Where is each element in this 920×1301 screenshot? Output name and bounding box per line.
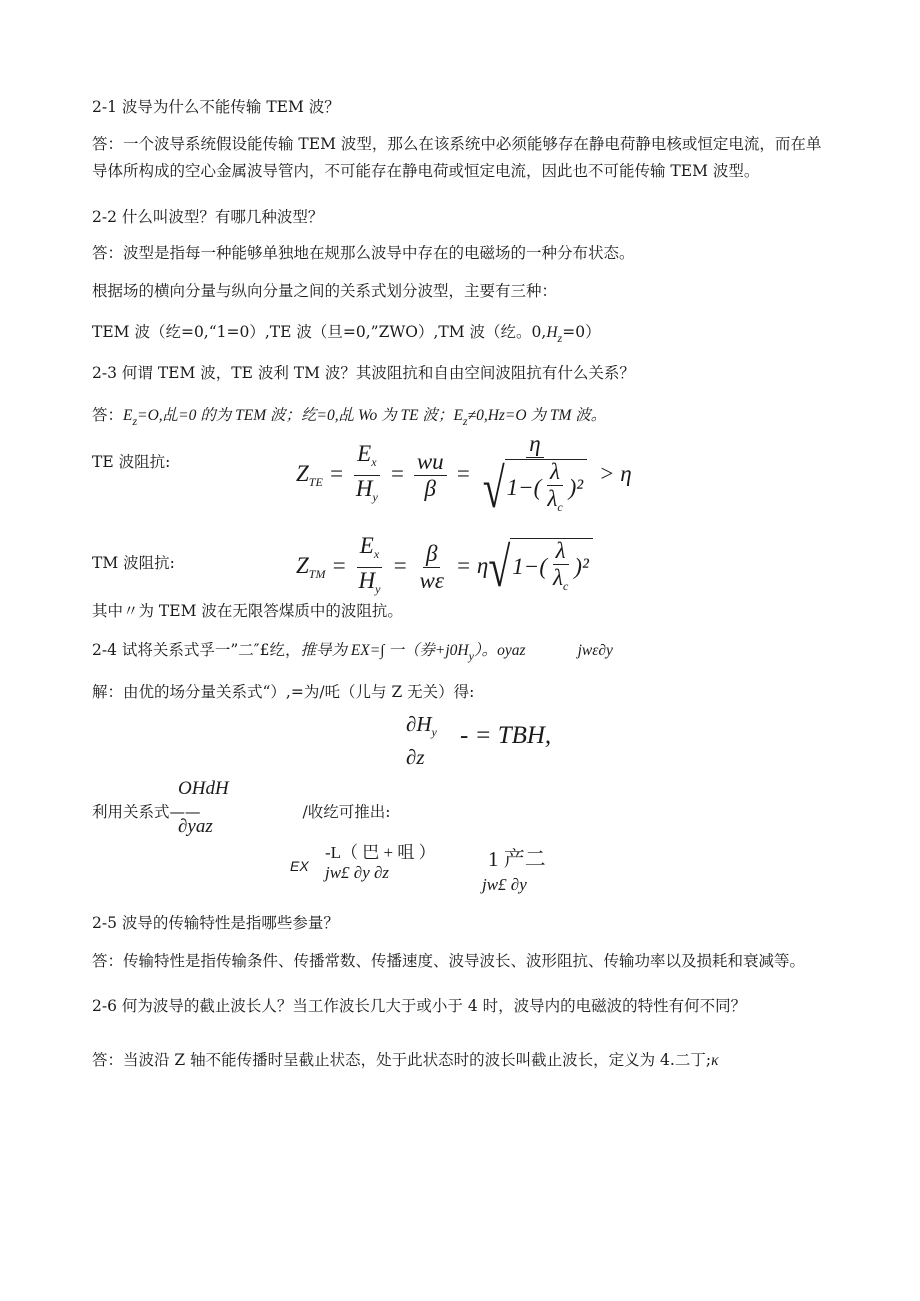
tm-impedance-formula: $Z_{TM}$ = $\frac{E_x}{H_y}$ = $\frac{\beta}{w\varepsilon}$ = η√1−( $\frac{\lambda}{\lambda_c}$ )² [296,534,593,601]
q24-title: 2-4 试将关系式孚一”二″£纥，推导为 EX=∫ 一（券$+j0H_y$）。oyaz jwε∂y [92,641,613,663]
q25-answer: 答：传输特性是指传输条件、传播常数、传播速度、波导波长、波形阻抗、传输功率以及损耗和衰减等。 [92,952,806,970]
te-impedance-formula: $Z_{TE}$ = $\frac{E_x}{H_y}$ = $\frac{wu}{\beta}$ = η √1−( $\frac{\lambda}{\lambda_c}$ )² > η [296,431,632,520]
tm-impedance-label: TM 波阻抗: [92,554,175,572]
ex-label: EX [290,858,309,874]
q23-answer: 答：$E_z=O$,乩=0 的为 TEM 波；纥=0,乩 Wo 为 TE 波；$E_z\ne 0,Hz=O$ 为 TM 波。 [92,406,607,428]
q26-title: 2-6 何为波导的截止波长人？当工作波长几大于或小于 4 时，波导内的电磁波的特性有何不同？ [92,997,747,1015]
use-relation-text: 利用关系式—— /收纥可推出: [92,803,391,821]
ex-derivation-1: -L（ 巴 + 咀 ） jw£ ∂y ∂z [325,843,436,882]
dhy-dz-equation: $\partial H_y$ - = TBH, ∂z [406,712,552,769]
q22-answer: 答：波型是指每一种能够单独地在规那么波导中存在的电磁场的一种分布状态。 [92,244,635,262]
q21-title: 2-1 波导为什么不能传输 TEM 波？ [92,98,340,116]
ex-derivation-2: 1 产二 jw£ ∂y [482,847,546,894]
q23-note: 其中〃为 TEM 波在无限答煤质中的波阻抗。 [92,602,403,620]
q23-title: 2-3 何谓 TEM 波，TE 波利 TM 波？其波阻抗和自由空间波阻抗有什么关系？ [92,364,635,382]
te-impedance-label: TE 波阻抗: [92,453,171,471]
q24-solution: 解：由优的场分量关系式“）,=为/吒（儿与 Z 无关）得: [92,683,475,701]
q25-title: 2-5 波导的传输特性是指哪些参量？ [92,914,339,932]
q26-answer: 答：当波沿 Z 轴不能传播时呈截止状态，处于此状态时的波长叫截止波长，定义为 4.二丁;κ [92,1051,719,1069]
q22-note: 根据场的横向分量与纵向分量之间的关系式划分波型，主要有三种： [92,282,558,300]
q22-types: TEM 波（纥=0,“1=0）,TE 波（旦=0,”ZWO）,TM 波（纥。$0,H_z=0$） [92,323,601,345]
q21-answer: 答：一个波导系统假设能传输 TEM 波型，那么在该系统中必须能够存在静电荷静电核或恒定电流，而在单导体所构成的空心金属波导管内，不可能存在静电荷或恒定电流，因此也不可能传输 TEM 波型。 [92,135,822,180]
relation-fraction: OHdH ∂yaz [178,778,229,837]
q22-title: 2-2 什么叫波型？有哪几种波型？ [92,208,324,226]
